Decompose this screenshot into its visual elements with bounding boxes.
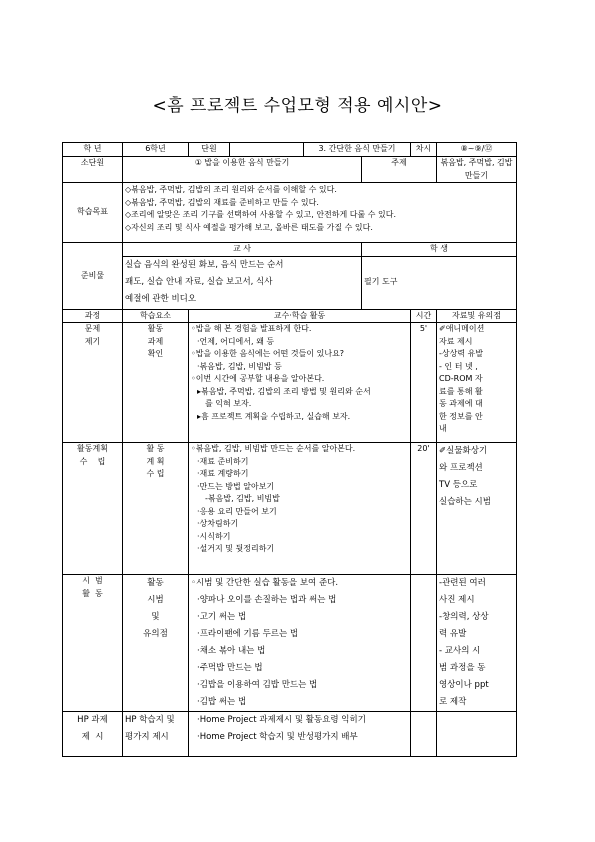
unit-value: 3. 간단한 음식 만들기 — [304, 143, 411, 157]
col-activity: 교수·학습 활동 — [189, 309, 411, 323]
grade-label: 학 년 — [63, 143, 123, 157]
time-cell — [411, 575, 437, 712]
objective-item: ◇볶음밥, 주먹밥, 김밥의 조리 원리와 순서를 이해할 수 있다. — [125, 185, 337, 194]
prep-teacher-header: 교 사 — [123, 243, 362, 257]
objective-item: ◇볶음밥, 주먹밥, 김밥의 재료를 준비하고 만들 수 있다. — [125, 197, 319, 207]
notes-cell — [437, 712, 517, 757]
prep-teacher-items: 실습 음식의 완성된 화보, 음식 만드는 순서 괘도, 실습 안내 자료, 실습 보고서, 식사 예절에 관한 비디오 — [123, 256, 362, 309]
grade-value: 6학년 — [123, 143, 189, 157]
activity-cell: ·Home Project 과제제시 및 활동요령 익히기 ·Home Project 학습지 및 반성평가지 배부 — [189, 712, 411, 757]
activity-cell: ◦밥을 해 본 경험을 발표하게 한다. ·언제, 어디에서, 왜 등 ◦밥을 이용한 음식에는 어떤 것들이 있나요? ·볶음밥, 김밥, 비빔밥 등 ◦이번 시간에 공부할 내용을 알아본다. ▸볶음밥, 주먹밥, 김밥의 조리 방법 및 원리와 순서 를 익혀 보자. ▸흠 프로젝트 계획을 수립하고, 실습해 보자. — [189, 323, 411, 443]
unit-label: 단원 — [189, 143, 230, 156]
col-time: 시간 — [411, 309, 437, 323]
topic-value: 볶음밥, 주먹밥, 김밥 만들기 — [437, 157, 517, 183]
subunit-label: 소단원 — [63, 157, 123, 183]
table-row: 시 범 활 동 활동 시범 및 유의점 ◦시범 및 간단한 실습 활동을 보여 준다. ·양파나 오이를 손질하는 법과 써는 법 ·고기 써는 법 ·프라이팬에 기름 두르는 법 ·채소 볶아 내는 법 ·주먹밥 만드는 법 ·김밥을 이용하여 김밥 만드는 법 ·김밥 써는 법 -관련된 여러 사진 제시 -창의력, 상상 력 유발 - 교사의 시 범 과정을 동 영상이나 ppt 로 제작 — [63, 575, 517, 712]
time-cell: 20' — [411, 443, 437, 575]
objectives-list — [123, 183, 517, 243]
lesson-plan-table — [62, 142, 517, 757]
activity-cell: ◦시범 및 간단한 실습 활동을 보여 준다. ·양파나 오이를 손질하는 법과 써는 법 ·고기 써는 법 ·프라이팬에 기름 두르는 법 ·채소 볶아 내는 법 ·주먹밥 만드는 법 ·김밥을 이용하여 김밥 만드는 법 ·김밥 써는 법 — [189, 575, 411, 712]
objective-item: ◇조리에 알맞은 조리 기구를 선택하여 사용할 수 있고, 안전하게 다룰 수 있다. — [125, 210, 397, 219]
time-cell — [411, 712, 437, 757]
col-notes: 자료및 유의점 — [437, 309, 517, 323]
objective-item: ◇자신의 조리 및 식사 예절을 평가해 보고, 올바른 태도를 가질 수 있다. — [125, 222, 373, 232]
subunit-value: ① 밥을 이용한 음식 만들기 — [123, 157, 362, 183]
period-value: ⑧~⑨/⑫ — [437, 143, 517, 157]
table-row: 활동계획 수 립 활 동 계 획 수 립 ◦볶음밥, 김밥, 비빔밥 만드는 순서를 알아본다. ·재료 준비하기 ·재료 계량하기 ·만드는 방법 알아보기 -볶음밥, 김밥, 비빔밥 ·응용 요리 만들어 보기 ·상차림하기 ·시식하기 ·설거지 및 뒷정리하기 20' ✐실물화상기 와 프로젝션 TV 등으로 실습하는 시범 — [63, 443, 517, 575]
notes-cell: -관련된 여러 사진 제시 -창의력, 상상 력 유발 - 교사의 시 범 과정을 동 영상이나 ppt 로 제작 — [437, 575, 517, 712]
notes-cell: ✐실물화상기 와 프로젝션 TV 등으로 실습하는 시범 — [437, 443, 517, 575]
notes-cell: ✐애니메이션 자료 제시 -상상력 유발 - 인 터 넷 , CD-ROM 자 료를 통해 활 동 과제에 대 한 정보를 안 내 — [437, 323, 517, 443]
table-row: HP 과제 제 시 HP 학습지 및 평가지 제시 ·Home Project 과제제시 및 활동요령 익히기 ·Home Project 학습지 및 반성평가지 배부 — [63, 712, 517, 757]
topic-label: 주제 — [362, 157, 437, 183]
time-cell: 5' — [411, 323, 437, 443]
col-element: 학습요소 — [123, 309, 189, 323]
period-label: 차시 — [411, 143, 437, 157]
page-title: <흠 프로젝트 수업모형 적용 예시안> — [152, 96, 443, 116]
prep-student-header: 학 생 — [362, 243, 517, 257]
activity-cell: ◦볶음밥, 김밥, 비빔밥 만드는 순서를 알아본다. ·재료 준비하기 ·재료 계량하기 ·만드는 방법 알아보기 -볶음밥, 김밥, 비빔밥 ·응용 요리 만들어 보기 ·상차림하기 ·시식하기 ·설거지 및 뒷정리하기 — [189, 443, 411, 575]
prep-student-items: 필기 도구 — [362, 256, 517, 309]
prep-label: 준비물 — [63, 243, 123, 310]
objectives-label: 학습목표 — [63, 183, 123, 243]
table-row: 문제 제기 활동 과제 확인 ◦밥을 해 본 경험을 발표하게 한다. ·언제, 어디에서, 왜 등 ◦밥을 이용한 음식에는 어떤 것들이 있나요? ·볶음밥, 김밥, 비빔밥 등 ◦이번 시간에 공부할 내용을 알아본다. ▸볶음밥, 주먹밥, 김밥의 조리 방법 및 원리와 순서 를 익혀 보자. ▸흠 프로젝트 계획을 수립하고, 실습해 보자. 5' ✐애니메이션 자료 제시 -상상력 유발 - 인 터 넷 , CD-ROM 자 료를 통해 활 동 과제에 대 한 정보를 안 내 — [63, 323, 517, 443]
col-process: 과정 — [63, 309, 123, 323]
